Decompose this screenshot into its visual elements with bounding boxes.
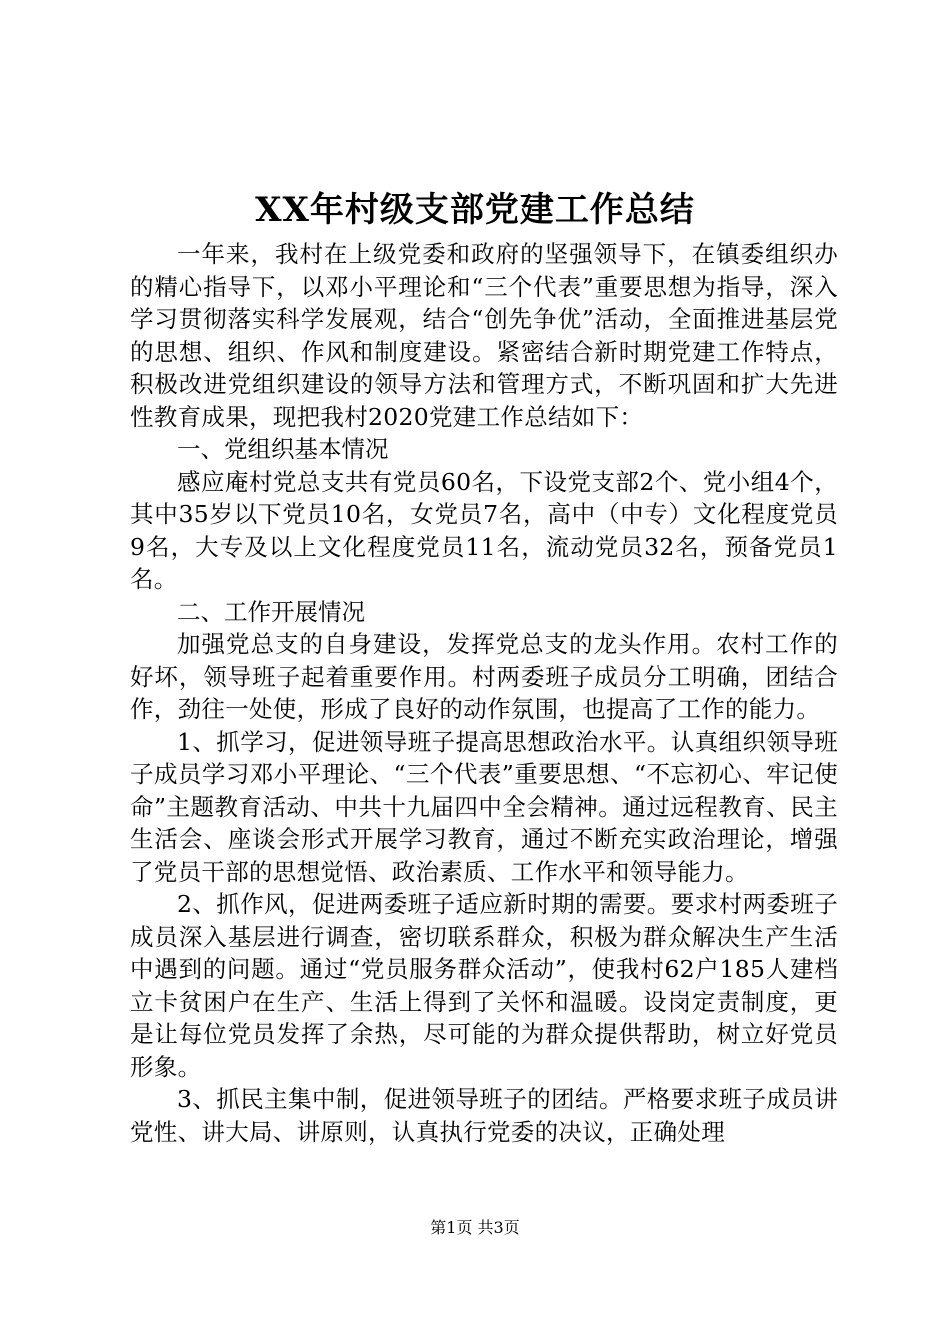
democratic-centralism-paragraph: 3、抓民主集中制，促进领导班子的团结。严格要求班子成员讲党性、讲大局、讲原则，认真执行党委的决议，正确处理 xyxy=(130,1085,838,1146)
basic-situation-paragraph: 感应庵村党总支共有党员60名，下设党支部2个、党小组4个，其中35岁以下党员10名，女党员7名，高中（中专）文化程度党员9名，大专及以上文化程度党员11名，流动党员32名，预备党员1名。 xyxy=(130,467,838,593)
study-item-paragraph: 1、抓学习，促进领导班子提高思想政治水平。认真组织领导班子成员学习邓小平理论、“三个代表”重要思想、“不忘初心、牢记使命”主题教育活动、中共十九届四中全会精神。通过远程教育、民主生活会、座谈会形式开展学习教育，通过不断充实政治理论，增强了党员干部的思想觉悟、政治素质、工作水平和领导能力。 xyxy=(130,727,838,886)
intro-paragraph: 一年来，我村在上级党委和政府的坚强领导下，在镇委组织办的精心指导下，以邓小平理论和“三个代表”重要思想为指导，深入学习贯彻落实科学发展观，结合“创先争优”活动，全面推进基层党的思想、组织、作风和制度建设。紧密结合新时期党建工作特点，积极改进党组织建设的领导方法和管理方式，不断巩固和扩大先进性教育成果，现把我村2020党建工作总结如下： xyxy=(130,240,838,431)
section-heading-basic-situation: 一、党组织基本情况 xyxy=(177,435,389,463)
page-number-footer: 第1页 共3页 xyxy=(430,1218,520,1237)
section-heading-work-progress: 二、工作开展情况 xyxy=(177,597,365,626)
style-item-paragraph: 2、抓作风，促进两委班子适应新时期的需要。要求村两委班子成员深入基层进行调查，密切联系群众，积极为群众解决生产生活中遇到的问题。通过“党员服务群众活动”，使我村62户185人建档立卡贫困户在生产、生活上得到了关怀和温暖。设岗定责制度，更是让每位党员发挥了余热，尽可能的为群众提供帮助，树立好党员形象。 xyxy=(130,890,838,1081)
work-progress-paragraph: 加强党总支的自身建设，发挥党总支的龙头作用。农村工作的好坏，领导班子起着重要作用。村两委班子成员分工明确，团结合作，劲往一处使，形成了良好的动作氛围，也提高了工作的能力。 xyxy=(130,630,838,723)
document-body xyxy=(130,238,838,1148)
document-title: XX年村级支部党建工作总结 xyxy=(255,190,695,230)
